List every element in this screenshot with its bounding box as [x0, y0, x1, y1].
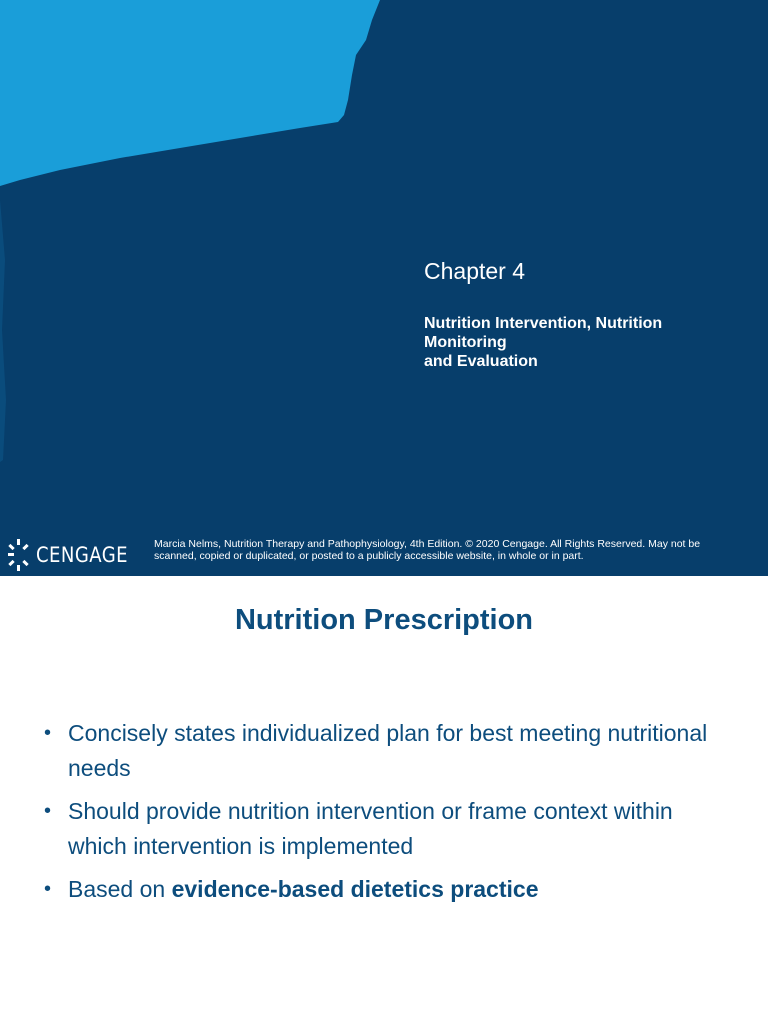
bullet-marker: •	[44, 722, 52, 744]
copyright-notice: Marcia Nelms, Nutrition Therapy and Pathophysiology, 4th Edition. © 2020 Cengage. All Rights Reserved. May not be scanned, copied or duplicated, or posted to a publicly accessible website, in whole or in part.	[154, 538, 701, 562]
bullet-marker: •	[44, 878, 52, 900]
cengage-logo-mark-icon	[6, 537, 32, 573]
bullet-text: Concisely states individualized plan for best meeting nutritional needs	[68, 720, 708, 781]
bullet-item	[44, 794, 724, 864]
slide-title: Nutrition Prescription	[234, 604, 534, 636]
chapter-subtitle-line: Nutrition Intervention, Nutrition	[424, 315, 663, 332]
bullet-text-emphasis: evidence-based dietetics practice	[171, 876, 539, 902]
bullet-item	[44, 872, 724, 907]
bullet-list	[44, 716, 724, 915]
bullet-text: Should provide nutrition intervention or frame context within which intervention is implemented	[68, 798, 673, 859]
bullet-text-prefix: Based on	[68, 876, 172, 902]
cengage-logo	[6, 537, 143, 573]
chapter-subtitle	[424, 314, 724, 371]
chapter-subtitle-line: Monitoring	[424, 334, 507, 351]
cengage-logo-text: CENGAGE	[36, 543, 128, 567]
chapter-subtitle-line: and Evaluation	[424, 353, 538, 370]
bullet-marker: •	[44, 800, 52, 822]
chapter-number: Chapter 4	[424, 258, 526, 284]
bullet-item	[44, 716, 724, 786]
content-slide	[0, 576, 768, 1024]
